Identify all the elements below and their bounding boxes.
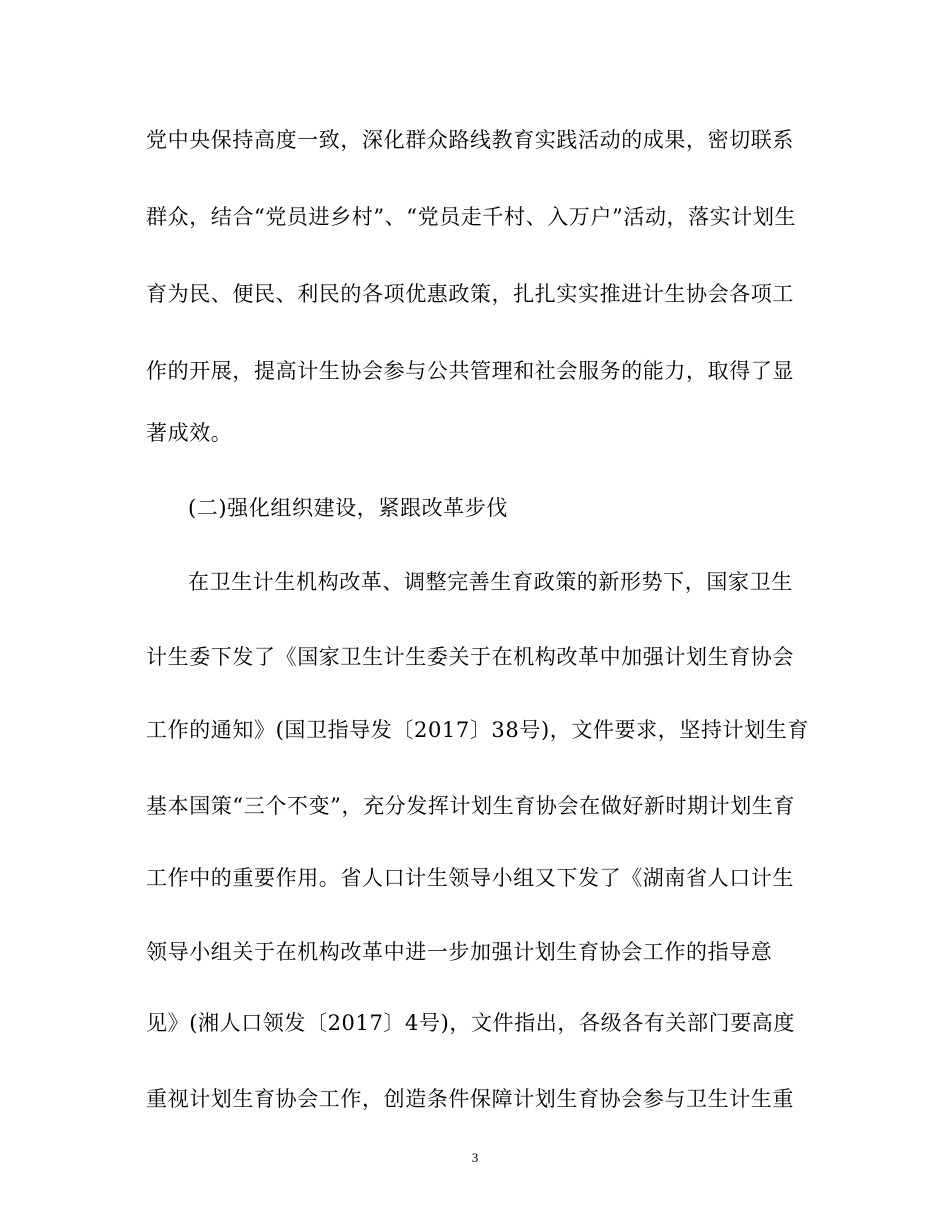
paragraph-line: 在卫生计生机构改革、调整完善生育政策的新形势下，国家卫生 [188, 570, 793, 594]
paragraph-line: 见》(湘人口领发〔2017〕4号)，文件指出，各级各有关部门要高度 [146, 1011, 795, 1035]
paragraph-line: 重视计划生育协会工作，创造条件保障计划生育协会参与卫生计生重 [146, 1087, 794, 1111]
paragraph-line: 工作中的重要作用。省人口计生领导小组又下发了《湖南省人口计生 [146, 866, 794, 890]
paragraph-line: 育为民、便民、利民的各项优惠政策，扎扎实实推进计生协会各项工 [146, 282, 794, 306]
paragraph-line: 工作的通知》(国卫指导发〔2017〕38号)，文件要求，坚持计划生育 [146, 718, 809, 742]
paragraph-line: 领导小组关于在机构改革中进一步加强计划生育协会工作的指导意 [146, 940, 773, 964]
paragraph-line: 作的开展，提高计生协会参与公共管理和社会服务的能力，取得了显 [146, 359, 794, 383]
page-number: 3 [471, 1150, 479, 1165]
section-heading: (二)强化组织建设，紧跟改革步伐 [188, 496, 508, 520]
paragraph-line: 著成效。 [146, 421, 233, 445]
paragraph-line: 计生委下发了《国家卫生计生委关于在机构改革中加强计划生育协会 [146, 645, 794, 669]
paragraph-line: 基本国策“三个不变”，充分发挥计划生育协会在做好新时期计划生育 [146, 794, 796, 818]
paragraph-line: 群众，结合“党员进乡村”、“党员走千村、入万户”活动，落实计划生 [146, 205, 797, 229]
paragraph-line: 党中央保持高度一致，深化群众路线教育实践活动的成果，密切联系 [146, 128, 794, 152]
